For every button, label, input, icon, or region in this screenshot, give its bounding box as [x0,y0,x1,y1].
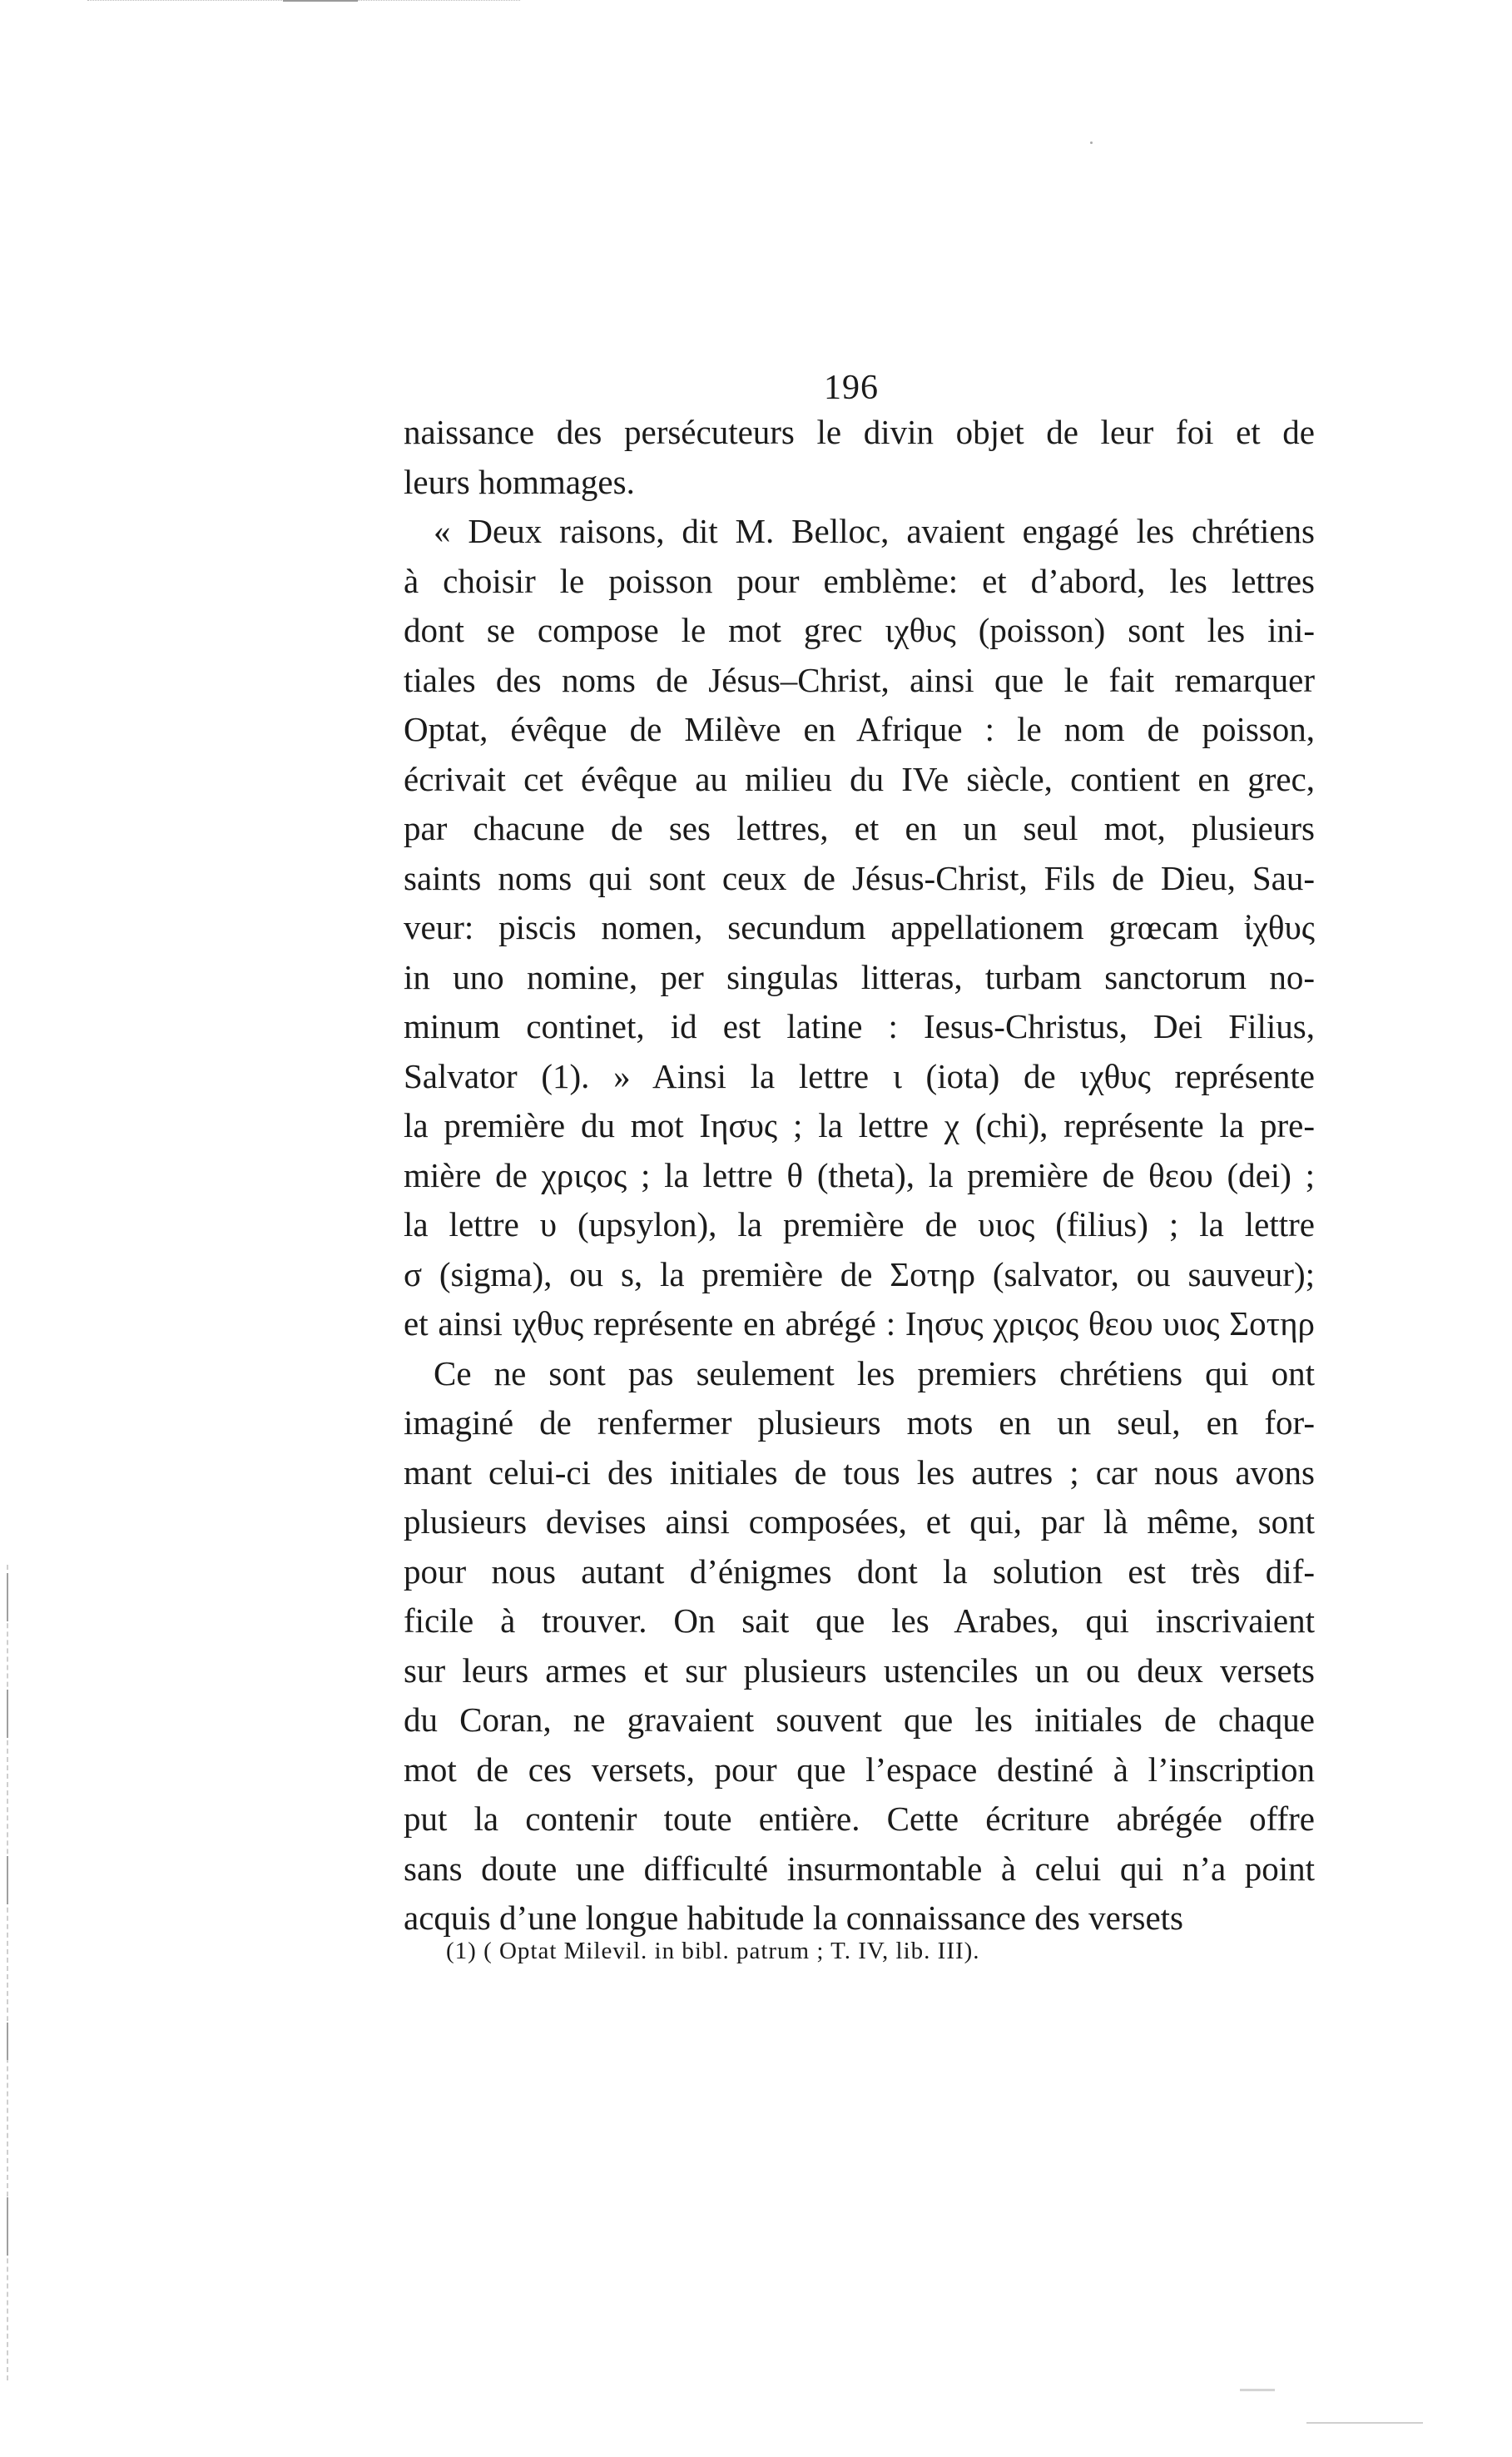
text-line: plusieurs devises ainsi composées, et qui, par là même, sont [404,1502,1315,1541]
scan-left-margin-mark [7,2197,8,2256]
scan-edge-line [283,0,358,2]
text-line: mière de χριςος ; la lettre θ (theta), la première de θεου (dei) ; [404,1155,1315,1194]
paper-speck [1090,141,1093,144]
text-line: écrivait cet évêque au milieu du IVe siècle, contient en grec, [404,759,1315,798]
text-line: imaginé de renfermer plusieurs mots en un seul, en for- [404,1403,1315,1442]
text-line: veur: piscis nomen, secundum appellationem grœcam ἰχθυς [404,908,1315,946]
text-line: la lettre υ (upsylon), la première de υιος (filius) ; la lettre [404,1205,1315,1243]
text-line: sur leurs armes et sur plusieurs ustenciles un ou deux versets [404,1650,1315,1690]
text-line: naissance des persécuteurs le divin objet de leur foi et de [404,413,1315,451]
text-line: et ainsi ιχθυς représente en abrégé : Ιησυς χριςος θεου υιος Σοτηρ [404,1304,1315,1343]
text-line: Optat, évêque de Milève en Afrique : le nom de poisson, [404,710,1315,748]
text-line: acquis d’une longue habitude la connaissance des versets [404,1899,1183,1937]
scan-left-margin-mark [7,1573,8,1621]
text-line: mot de ces versets, pour que l’espace destiné à l’inscription [404,1750,1315,1789]
text-line: tiales des noms de Jésus–Christ, ainsi que le fait remarquer [404,660,1315,699]
text-line: in uno nomine, per singulas litteras, turbam sanctorum no- [404,957,1315,996]
text-line: « Deux raisons, dit M. Belloc, avaient engagé les chrétiens [434,512,1315,550]
scan-left-margin-mark [7,1690,8,1738]
scan-edge-line [1306,2422,1423,2424]
footnote: (1) ( Optat Milevil. in bibl. patrum ; T. IV, lib. III). [446,1938,980,1964]
scan-edge-line [1240,2389,1275,2391]
text-line: à choisir le poisson pour emblème: et d’abord, les lettres [404,561,1315,600]
page-number: 196 [824,369,879,407]
text-line: Salvator (1). » Ainsi la lettre ι (iota) de ιχθυς représente [404,1056,1315,1095]
text-line: σ (sigma), ou s, la première de Σοτηρ (salvator, ou sauveur); [404,1254,1315,1293]
scan-left-margin-marks [7,1565,11,2380]
text-line: pour nous autant d’énigmes dont la solution est très dif- [404,1551,1315,1591]
text-line: sans doute une difficulté insurmontable à celui qui n’a point [404,1849,1315,1888]
text-line: mant celui-ci des initiales de tous les autres ; car nous avons [404,1452,1315,1492]
text-line: par chacune de ses lettres, et en un seul mot, plusieurs [404,809,1315,847]
text-line: la première du mot Ιησυς ; la lettre χ (chi), représente la pre- [404,1106,1315,1144]
text-line: leurs hommages. [404,462,635,501]
body-text [404,408,1315,1943]
text-line: dont se compose le mot grec ιχθυς (poisson) sont les ini- [404,611,1315,649]
text-line: Ce ne sont pas seulement les premiers chrétiens qui ont [434,1353,1315,1392]
text-line: ficile à trouver. On sait que les Arabes, qui inscrivaient [404,1601,1315,1640]
text-line: put la contenir toute entière. Cette écriture abrégée offre [404,1799,1315,1838]
text-line: du Coran, ne gravaient souvent que les initiales de chaque [404,1700,1315,1739]
text-line: minum continet, id est latine : Iesus-Christus, Dei Filius, [404,1007,1315,1045]
scan-left-margin-mark [7,1856,8,1904]
text-line: saints noms qui sont ceux de Jésus-Christ, Fils de Dieu, Sau- [404,858,1315,897]
scan-left-margin-mark [7,2023,8,2060]
